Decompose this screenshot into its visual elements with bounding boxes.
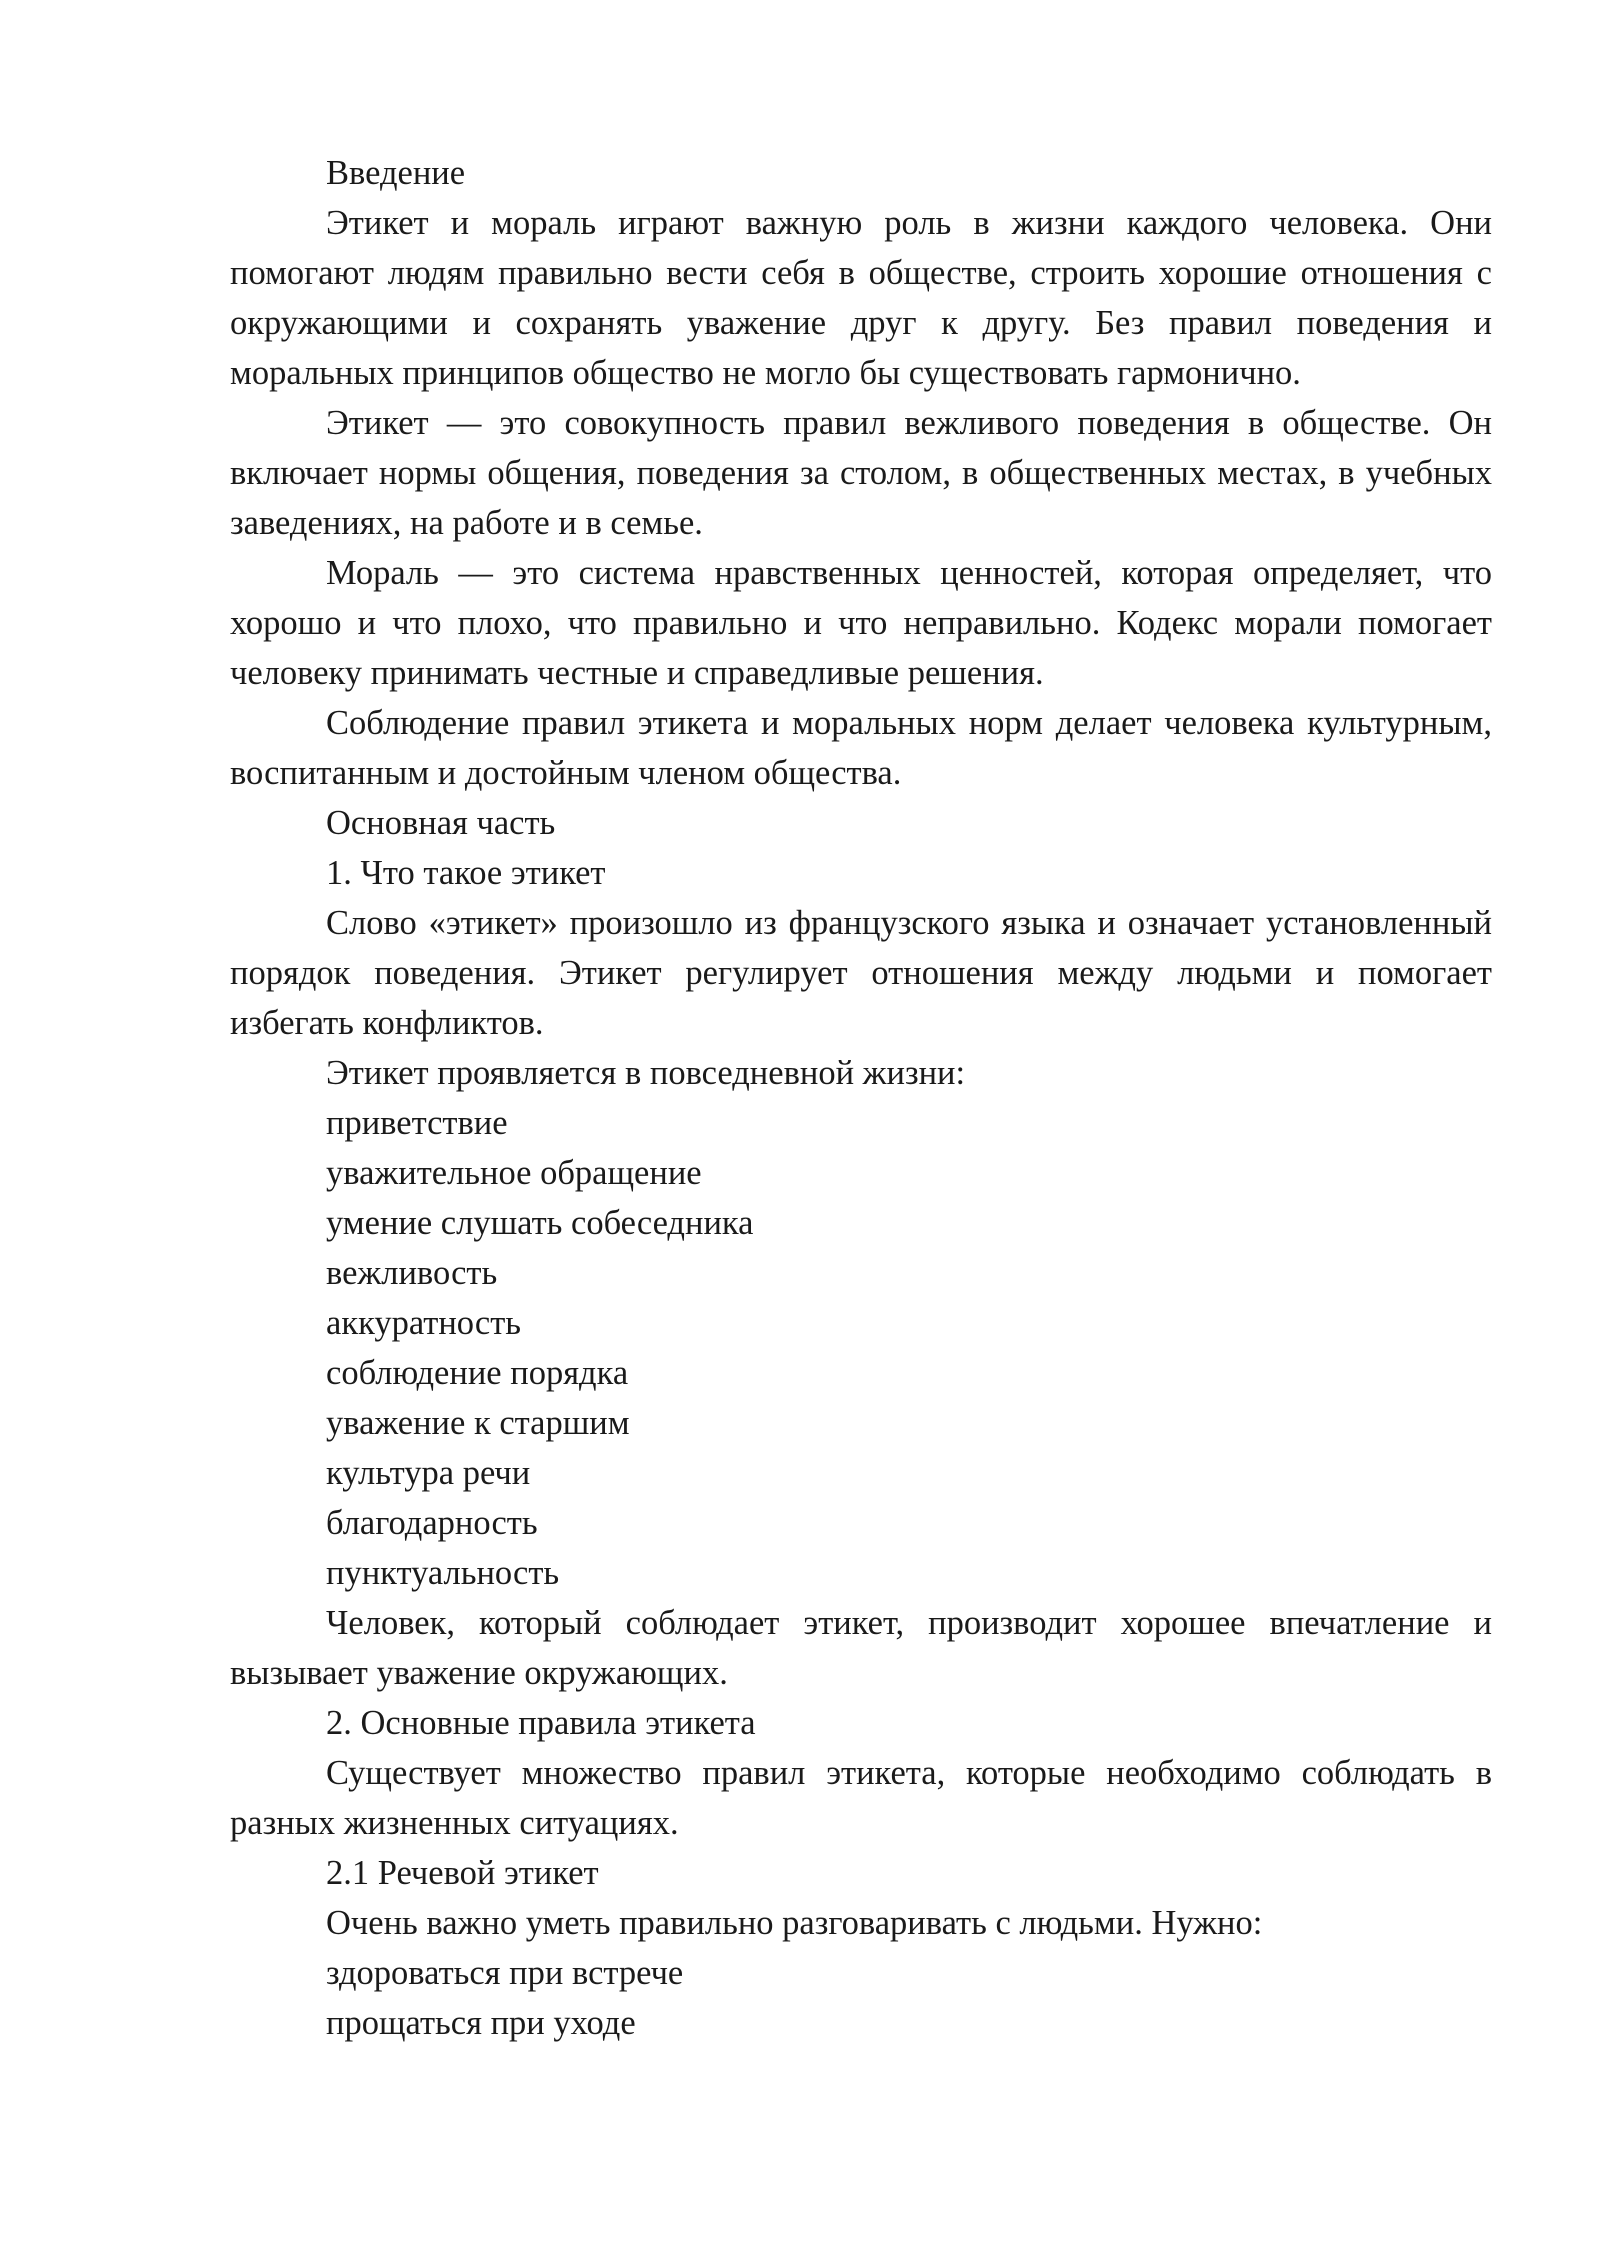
intro-paragraph-4: Соблюдение правил этикета и моральных норм делает человека культурным, воспитанным и достойным членом общества. [230, 704, 1492, 792]
section-1-heading: 1. Что такое этикет [326, 854, 606, 892]
list-item: прощаться при уходе [326, 2004, 636, 2042]
section-1-paragraph-1: Слово «этикет» произошло из французского языка и означает установленный порядок поведения. Этикет регулирует отношения между людьми и помогает избегать конфликтов. [230, 904, 1492, 1042]
intro-paragraph-1: Этикет и мораль играют важную роль в жизни каждого человека. Они помогают людям правильно вести себя в обществе, строить хорошие отношения с окружающими и сохранять уважение друг к другу. Без правил поведения и моральных принципов общество не могло бы существовать гармонично. [230, 204, 1492, 392]
section-2-1-heading: 2.1 Речевой этикет [326, 1854, 599, 1892]
list-item: умение слушать собеседника [326, 1204, 754, 1242]
main-part-heading: Основная часть [326, 804, 556, 842]
list-item: уважительное обращение [326, 1154, 702, 1192]
list-item: аккуратность [326, 1304, 522, 1342]
section-2-paragraph-1: Существует множество правил этикета, которые необходимо соблюдать в разных жизненных ситуациях. [230, 1754, 1492, 1842]
section-2-heading: 2. Основные правила этикета [326, 1704, 756, 1742]
document-body [230, 148, 1492, 2048]
intro-paragraph-3: Мораль — это система нравственных ценностей, которая определяет, что хорошо и что плохо, что правильно и что неправильно. Кодекс морали помогает человеку принимать честные и справедливые решения. [230, 554, 1492, 692]
list-item: соблюдение порядка [326, 1354, 629, 1392]
list-item: благодарность [326, 1504, 538, 1542]
list-item: культура речи [326, 1454, 531, 1492]
section-2-1-list-intro: Очень важно уметь правильно разговаривать с людьми. Нужно: [326, 1904, 1263, 1942]
intro-paragraph-2: Этикет — это совокупность правил вежливого поведения в обществе. Он включает нормы общения, поведения за столом, в общественных местах, в учебных заведениях, на работе и в семье. [230, 404, 1492, 542]
list-item: приветствие [326, 1104, 508, 1142]
intro-heading: Введение [326, 154, 466, 192]
section-1-list-intro: Этикет проявляется в повседневной жизни: [326, 1054, 966, 1092]
list-item: уважение к старшим [326, 1404, 630, 1442]
list-item: вежливость [326, 1254, 498, 1292]
section-1-paragraph-2: Человек, который соблюдает этикет, производит хорошее впечатление и вызывает уважение окружающих. [230, 1604, 1492, 1692]
list-item: здороваться при встрече [326, 1954, 684, 1992]
list-item: пунктуальность [326, 1554, 560, 1592]
